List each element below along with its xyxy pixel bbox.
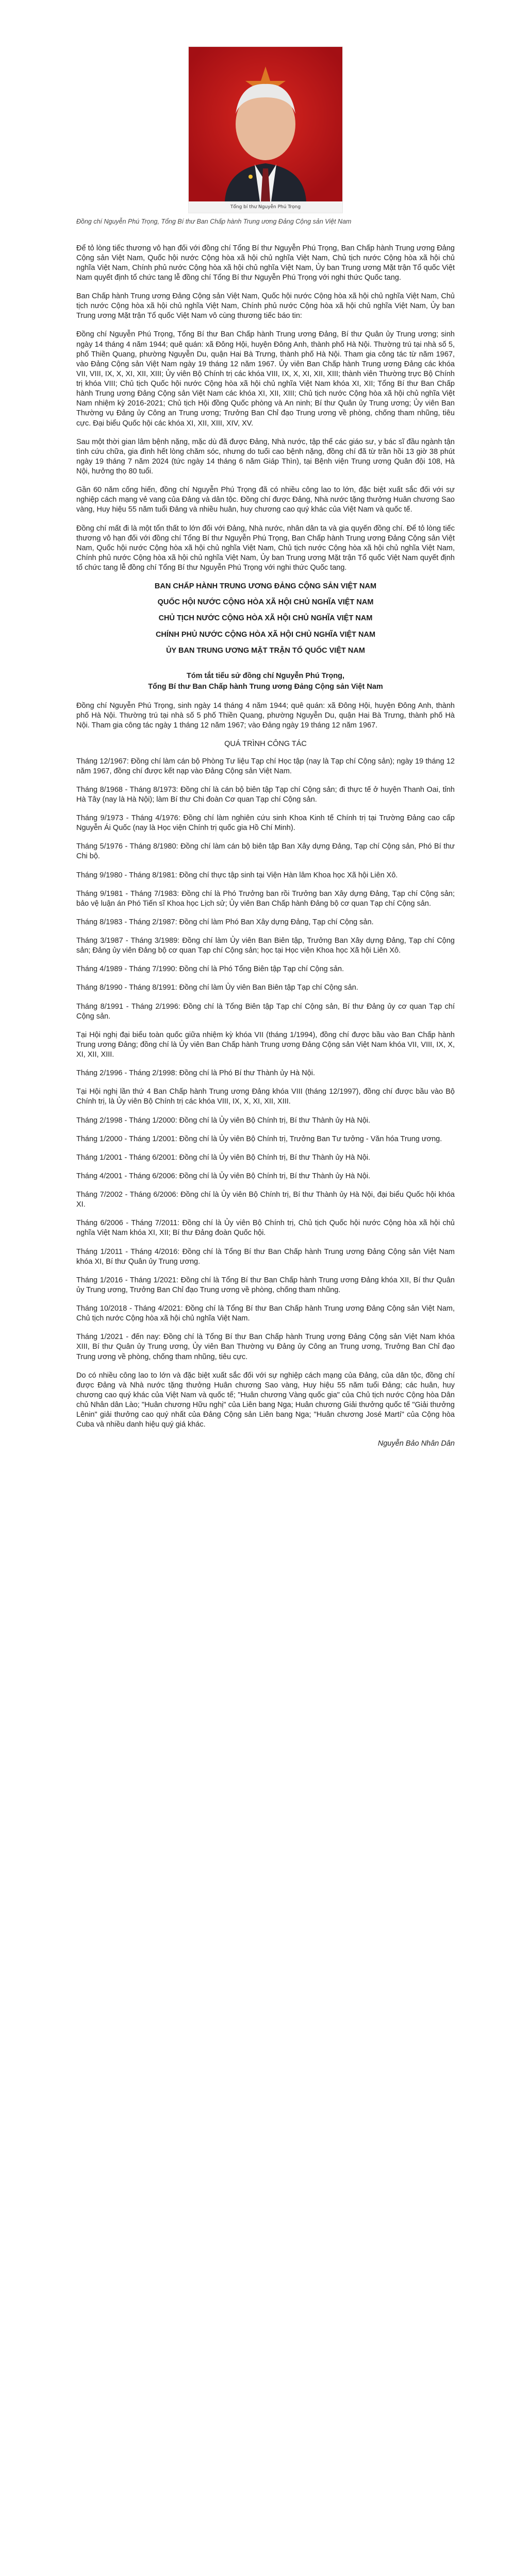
signatory-heading: CHỦ TỊCH NƯỚC CỘNG HÒA XÃ HỘI CHỦ NGHĨA VIỆT NAM	[158, 614, 373, 623]
timeline-entry: Tháng 9/1973 - Tháng 4/1976: Đồng chí làm nghiên cứu sinh Khoa Kinh tế Chính trị tại Trường Đảng cao cấp Nguyễn Ái Quốc (nay là Học viện Chính trị quốc gia Hồ Chí Minh).	[76, 814, 455, 833]
timeline-entry: Tháng 4/1989 - Tháng 7/1990: Đồng chí là Phó Tổng Biên tập Tạp chí Cộng sản.	[76, 965, 344, 974]
timeline-entry: Tháng 10/2018 - Tháng 4/2021: Đồng chí là Tổng Bí thư Ban Chấp hành Trung ương Đảng Cộng sản Việt Nam, Chủ tịch nước Cộng hòa xã hội chủ nghĩa Việt Nam.	[76, 1304, 455, 1323]
bio-title: Tóm tắt tiểu sử đồng chí Nguyễn Phú Trọng,	[186, 671, 345, 680]
timeline-entry: Tháng 4/2001 - Tháng 6/2006: Đồng chí là Ủy viên Bộ Chính trị, Bí thư Thành ủy Hà Nội.	[76, 1172, 371, 1180]
timeline-entry: Tháng 2/1998 - Tháng 1/2000: Đồng chí là Ủy viên Bộ Chính trị, Bí thư Thành ủy Hà Nội.	[76, 1116, 371, 1125]
bio-subtitle: Tổng Bí thư Ban Chấp hành Trung ương Đảng Cộng sản Việt Nam	[148, 682, 383, 691]
timeline-entry: Tháng 8/1983 - Tháng 2/1987: Đồng chí làm Phó Ban Xây dựng Đảng, Tạp chí Cộng sản.	[76, 918, 374, 926]
intro-paragraph: Ban Chấp hành Trung ương Đảng Cộng sản Việt Nam, Quốc hội nước Cộng hòa xã hội chủ nghĩa Việt Nam, Chủ tịch nước Cộng hòa xã hội chủ nghĩa Việt Nam, Chính phủ nước Cộng hòa xã hội chủ nghĩa Việt Nam, Ủy ban Trung ương Mặt trận Tổ quốc Việt Nam vô cùng thương tiếc báo tin:	[76, 292, 455, 320]
timeline-entry: Tháng 8/1991 - Tháng 2/1996: Đồng chí là Tổng Biên tập Tạp chí Cộng sản, Bí thư Đảng ủy cơ quan Tạp chí Cộng sản.	[76, 1002, 455, 1021]
hero-image	[188, 46, 343, 213]
timeline-entry: Tháng 6/2006 - Tháng 7/2011: Đồng chí là Ủy viên Bộ Chính trị, Chủ tịch Quốc hội nước Cộng hòa xã hội chủ nghĩa Việt Nam khóa XI, XII; Bí thư Đảng đoàn Quốc hội.	[76, 1219, 455, 1238]
timeline-entry: Tại Hội nghị lần thứ 4 Ban Chấp hành Trung ương Đảng khóa VIII (tháng 12/1997), đồng chí được bầu vào Bộ Chính trị, là Ủy viên Bộ Chính trị các khóa VIII, IX, X, XI, XII, XIII.	[76, 1088, 455, 1106]
timeline-entry: Tháng 1/2001 - Tháng 6/2001: Đồng chí là Ủy viên Bộ Chính trị, Bí thư Thành ủy Hà Nội.	[76, 1153, 371, 1162]
signatory-heading: BAN CHẤP HÀNH TRUNG ƯƠNG ĐẢNG CỘNG SẢN VIỆT NAM	[154, 582, 377, 591]
career-section-label: QUÁ TRÌNH CÔNG TÁC	[224, 740, 307, 749]
portrait-photo	[189, 47, 342, 201]
timeline-entry: Tháng 3/1987 - Tháng 3/1989: Đồng chí làm Ủy viên Ban Biên tập, Trưởng Ban Xây dựng Đảng, Tạp chí Cộng sản; Đảng ủy viên Đảng bộ cơ quan Tạp chí Cộng sản; học tại Học viện Khoa học Xã hội Liên Xô.	[76, 937, 455, 955]
timeline-entry: Tại Hội nghị đại biểu toàn quốc giữa nhiệm kỳ khóa VII (tháng 1/1994), đồng chí được bầu vào Ban Chấp hành Trung ương Đảng; đồng chí là Ủy viên Ban Chấp hành Trung ương Đảng Cộng sản Việt Nam khóa VII, VIII, IX, X, XI, XII, XIII.	[76, 1030, 455, 1059]
timeline-entry: Tháng 12/1967: Đồng chí làm cán bộ Phòng Tư liệu Tạp chí Học tập (nay là Tạp chí Cộng sản); ngày 19 tháng 12 năm 1967, đồng chí được kết nạp vào Đảng Cộng sản Việt Nam.	[76, 757, 455, 775]
signatory-heading: CHÍNH PHỦ NƯỚC CỘNG HÒA XÃ HỘI CHỦ NGHĨA VIỆT NAM	[155, 630, 376, 639]
timeline-entry: Tháng 9/1981 - Tháng 7/1983: Đồng chí là Phó Trưởng ban rồi Trưởng ban Xây dựng Đảng, Tạp chí Cộng sản; bảo vệ luận án Phó Tiến sĩ Khoa học Lịch sử; Ủy viên Ban Chấp hành Đảng bộ cơ quan Tạp chí Cộng sản.	[76, 889, 455, 908]
article	[76, 0, 455, 1449]
timeline-entry: Tháng 9/1980 - Tháng 8/1981: Đồng chí thực tập sinh tại Viện Hàn lâm Khoa học Xã hội Liên Xô.	[76, 871, 398, 879]
intro-paragraph: Để tỏ lòng tiếc thương vô hạn đối với đồng chí Tổng Bí thư Nguyễn Phú Trọng, Ban Chấp hành Trung ương Đảng Cộng sản Việt Nam, Quốc hội nước Cộng hòa xã hội chủ nghĩa Việt Nam, Chủ tịch nước Cộng hòa xã hội chủ nghĩa Việt Nam, Chính phủ nước Cộng hòa xã hội chủ nghĩa Việt Nam, Ủy ban Trung ương Mặt trận Tổ quốc Việt Nam quyết định tổ chức tang lễ đồng chí Tổng Bí thư Nguyễn Phú Trọng với nghi thức Quốc tang.	[76, 244, 455, 282]
timeline-entry: Tháng 7/2002 - Tháng 6/2006: Đồng chí là Ủy viên Bộ Chính trị, Bí thư Thành ủy Hà Nội, đại biểu Quốc hội khóa XI.	[76, 1191, 455, 1209]
timeline-entry: Tháng 1/2021 - đến nay: Đồng chí là Tổng Bí thư Ban Chấp hành Trung ương Đảng Cộng sản Việt Nam khóa XIII, Bí thư Quân ủy Trung ương, Ủy viên Ban Thường vụ Đảng ủy Công an Trung ương, Trưởng Ban Chỉ đạo Trung ương về phòng, chống tham nhũng, tiêu cực.	[76, 1333, 455, 1361]
intro-paragraph: Đồng chí mất đi là một tổn thất to lớn đối với Đảng, Nhà nước, nhân dân ta và gia quyến đồng chí. Để tỏ lòng tiếc thương vô hạn đối với đồng chí Tổng Bí thư Nguyễn Phú Trọng, Ban Chấp hành Trung ương Đảng Cộng sản Việt Nam, Quốc hội nước Cộng hòa xã hội chủ nghĩa Việt Nam, Chủ tịch nước Cộng hòa xã hội chủ nghĩa Việt Nam, Chính phủ nước Cộng hòa xã hội chủ nghĩa Việt Nam, Ủy ban Trung ương Mặt trận Tổ quốc Việt Nam quyết định tổ chức tang lễ đồng chí Tổng Bí thư Nguyễn Phú Trọng với nghi thức Quốc tang.	[76, 524, 455, 572]
signatory-heading: QUỐC HỘI NƯỚC CỘNG HÒA XÃ HỘI CHỦ NGHĨA VIỆT NAM	[157, 598, 374, 607]
photo-caption: Đồng chí Nguyễn Phú Trọng, Tổng Bí thư Ban Chấp hành Trung ương Đảng Cộng sản Việt Nam	[76, 218, 352, 225]
timeline-entry: Tháng 1/2000 - Tháng 1/2001: Đồng chí là Ủy viên Bộ Chính trị, Trưởng Ban Tư tưởng - Văn hóa Trung ương.	[76, 1134, 442, 1143]
signatory-heading: ỦY BAN TRUNG ƯƠNG MẶT TRẬN TỔ QUỐC VIỆT NAM	[166, 646, 365, 655]
timeline-entry: Tháng 2/1996 - Tháng 2/1998: Đồng chí là Phó Bí thư Thành ủy Hà Nội.	[76, 1069, 316, 1078]
closing-paragraph: Do có nhiều công lao to lớn và đặc biệt xuất sắc đối với sự nghiệp cách mạng của Đảng, của dân tộc, đồng chí được Đảng và Nhà nước tặng thưởng Huân chương Sao vàng, Huy hiệu 55 năm tuổi Đảng; các huân, huy chương cao quý khác của Việt Nam và quốc tế; "Huân chương Vàng quốc gia" của Chủ tịch nước Cộng hòa Dân chủ Nhân dân Lào; "Huân chương Hữu nghị" của Liên bang Nga; Huân chương Giải thưởng quốc tế "Giải thưởng Lênin" giải thưởng cao quý nhất của Đảng Cộng sản Liên bang Nga; "Huân chương José Martí" của Cộng hòa Cuba và nhiều danh hiệu quý giá khác.	[76, 1371, 455, 1429]
timeline-entry: Tháng 1/2016 - Tháng 1/2021: Đồng chí là Tổng Bí thư Ban Chấp hành Trung ương Đảng khóa XII, Bí thư Quân ủy Trung ương, Trưởng Ban Chỉ đạo Trung ương về phòng, chống tham nhũng.	[76, 1276, 455, 1294]
intro-paragraph: Đồng chí Nguyễn Phú Trọng, Tổng Bí thư Ban Chấp hành Trung ương Đảng, Bí thư Quân ủy Trung ương; sinh ngày 14 tháng 4 năm 1944; quê quán: xã Đông Hội, huyện Đông Anh, thành phố Hà Nội. Thường trú tại nhà số 5, phố Thiền Quang, phường Nguyễn Du, quận Hai Bà Trưng, thành phố Hà Nội. Tham gia công tác từ năm 1967, vào Đảng Cộng sản Việt Nam ngày 19 tháng 12 năm 1967. Ủy viên Ban Chấp hành Trung ương Đảng các khóa VII, VIII, IX, X, XI, XII, XIII; Ủy viên Bộ Chính trị các khóa VIII, IX, X, XI, XII, XIII; thành viên Thường trực Bộ Chính trị khóa VIII; Chủ tịch Quốc hội nước Cộng hòa xã hội chủ nghĩa Việt Nam khóa XI, XII; Tổng Bí thư Ban Chấp hành Trung ương Đảng Cộng sản Việt Nam các khóa XI, XII, XIII; Chủ tịch nước Cộng hòa xã hội chủ nghĩa Việt Nam nhiệm kỳ 2016-2021; Chủ tịch Hội đồng Quốc phòng và An ninh; Bí thư Quân ủy Trung ương; Ủy viên Ban Thường vụ Đảng ủy Công an Trung ương; Trưởng Ban Chỉ đạo Trung ương về phòng, chống tham nhũng, tiêu cực. Đại biểu Quốc hội các khóa XI, XII, XIII, XIV, XV.	[76, 330, 455, 428]
timeline-entry: Tháng 1/2011 - Tháng 4/2016: Đồng chí là Tổng Bí thư Ban Chấp hành Trung ương Đảng Cộng sản Việt Nam khóa XI, Bí thư Quân ủy Trung ương.	[76, 1247, 455, 1266]
intro-paragraph: Gần 60 năm cống hiến, đồng chí Nguyễn Phú Trọng đã có nhiều công lao to lớn, đặc biệt xuất sắc đối với sự nghiệp cách mạng vẻ vang của Đảng và dân tộc. Đồng chí được Đảng, Nhà nước tặng thưởng Huân chương Sao vàng, Huy hiệu 55 năm tuổi Đảng và nhiều huân, huy chương cao quý khác của Việt Nam và quốc tế.	[76, 486, 455, 514]
timeline-entry: Tháng 8/1968 - Tháng 8/1973: Đồng chí là cán bộ biên tập Tạp chí Cộng sản; đi thực tế ở huyện Thanh Oai, tỉnh Hà Tây (nay là Hà Nội); làm Bí thư Chi đoàn Cơ quan Tạp chí Cộng sản.	[76, 785, 455, 804]
author-credit: Nguyễn Bảo Nhân Dân	[377, 1439, 455, 1448]
timeline-entry: Tháng 5/1976 - Tháng 8/1980: Đồng chí làm cán bộ biên tập Ban Xây dựng Đảng, Tạp chí Cộng sản, Phó Bí thư Chi bộ.	[76, 842, 455, 861]
timeline-entry: Tháng 8/1990 - Tháng 8/1991: Đồng chí làm Ủy viên Ban Biên tập Tạp chí Cộng sản.	[76, 984, 358, 992]
photo-strip: Tổng bí thư Nguyễn Phú Trọng	[189, 201, 342, 213]
intro-paragraph: Sau một thời gian lâm bệnh nặng, mặc dù đã được Đảng, Nhà nước, tập thể các giáo sư, y bác sĩ đầu ngành tận tình cứu chữa, gia đình hết lòng chăm sóc, nhưng do tuổi cao bệnh nặng, đồng chí đã từ trần hồi 13 giờ 38 phút ngày 19 tháng 7 năm 2024 (tức ngày 14 tháng 6 năm Giáp Thìn), tại Bệnh viện Trung ương Quân đội 108, Hà Nội, hưởng thọ 80 tuổi.	[76, 437, 455, 476]
bio-intro: Đồng chí Nguyễn Phú Trọng, sinh ngày 14 tháng 4 năm 1944; quê quán: xã Đông Hội, huyện Đông Anh, thành phố Hà Nội. Thường trú tại nhà số 5 phố Thiền Quang, phường Nguyễn Du, quận Hai Bà Trưng, thành phố Hà Nội. Tham gia công tác ngày 1 tháng 12 năm 1967; vào Đảng ngày 19 tháng 12 năm 1967.	[76, 702, 455, 730]
